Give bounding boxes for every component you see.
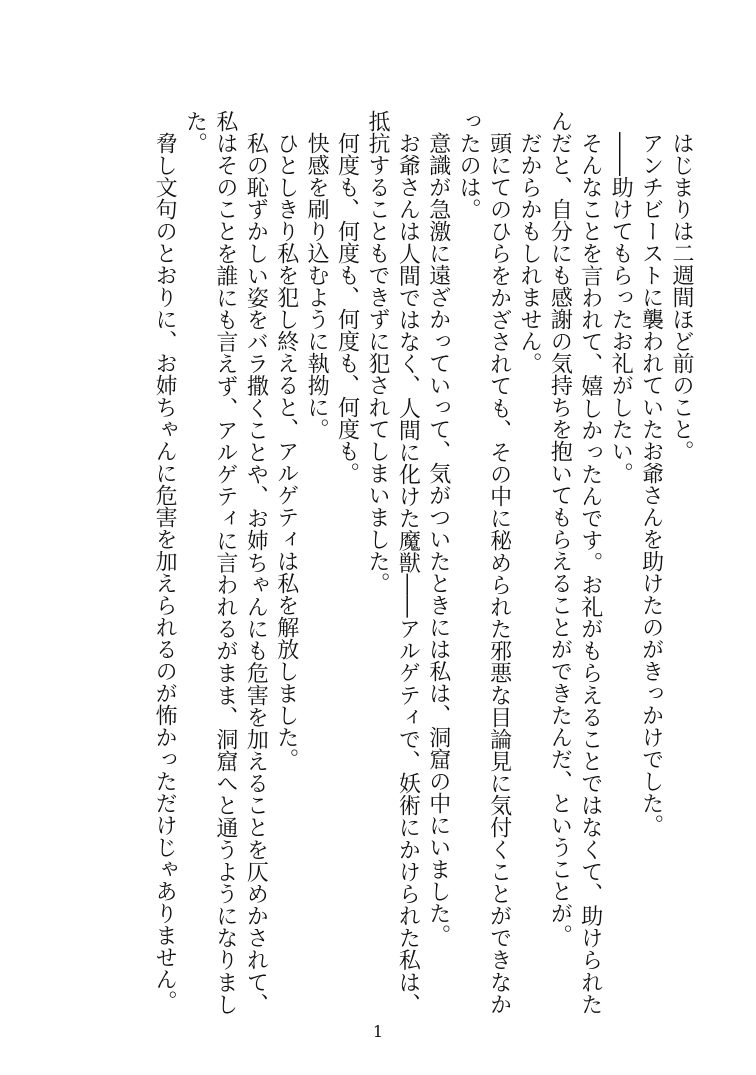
paragraph-9: 何度も、何度も、何度も、何度も。: [334, 132, 360, 484]
paragraph-1: はじまりは二週間ほど前のこと。: [669, 132, 694, 462]
paragraph-13: 脅し文句のとおりに、お姉ちゃんに危害を加えられるのが怖かっただけじゃありません。: [152, 132, 178, 1012]
page-number: 1: [372, 1022, 384, 1041]
paragraph-12: 私の恥ずかしい姿をバラ撒くことや、お姉ちゃんにも危害を加えることを仄めかされて、私はそのことを誰にも言えず、アルゲティに言われるがまま、洞窟へと通うようになりました。: [182, 110, 269, 1015]
paragraph-11: ひとしきり私を犯し終えると、アルゲティは私を解放しました。: [273, 132, 299, 770]
paragraph-7: 意識が急激に遠ざかっていって、気がついたときには私は、洞窟の中にいました。: [425, 132, 451, 946]
paragraph-2: アンチビーストに襲われていたお爺さんを助けたのがきっかけでした。: [638, 132, 664, 836]
vertical-text-body: [149, 110, 696, 1015]
paragraph-8: お爺さんは人間ではなく、人間に化けた魔獣――アルゲティで、妖術にかけられた私は、抵抗することもできずに犯されてしまいました。: [364, 110, 421, 1016]
paragraph-3: ――助けてもらったお礼がしたい。: [608, 132, 634, 484]
paragraph-5: だからかもしれません。: [516, 132, 542, 374]
paragraph-6: 頭にてのひらをかざされても、その中に秘められた邪悪な目論見に気付くことができなかったのは。: [456, 110, 512, 1015]
paragraph-4: そんなことを言われて、嬉しかったんです。お礼がもらえることではなくて、助けられたんだと、自分にも感謝の気持ちを抱いてもらえることができたんだ、ということが。: [547, 110, 603, 1015]
paragraph-10: 快感を刷り込むように執拗に。: [304, 132, 330, 440]
